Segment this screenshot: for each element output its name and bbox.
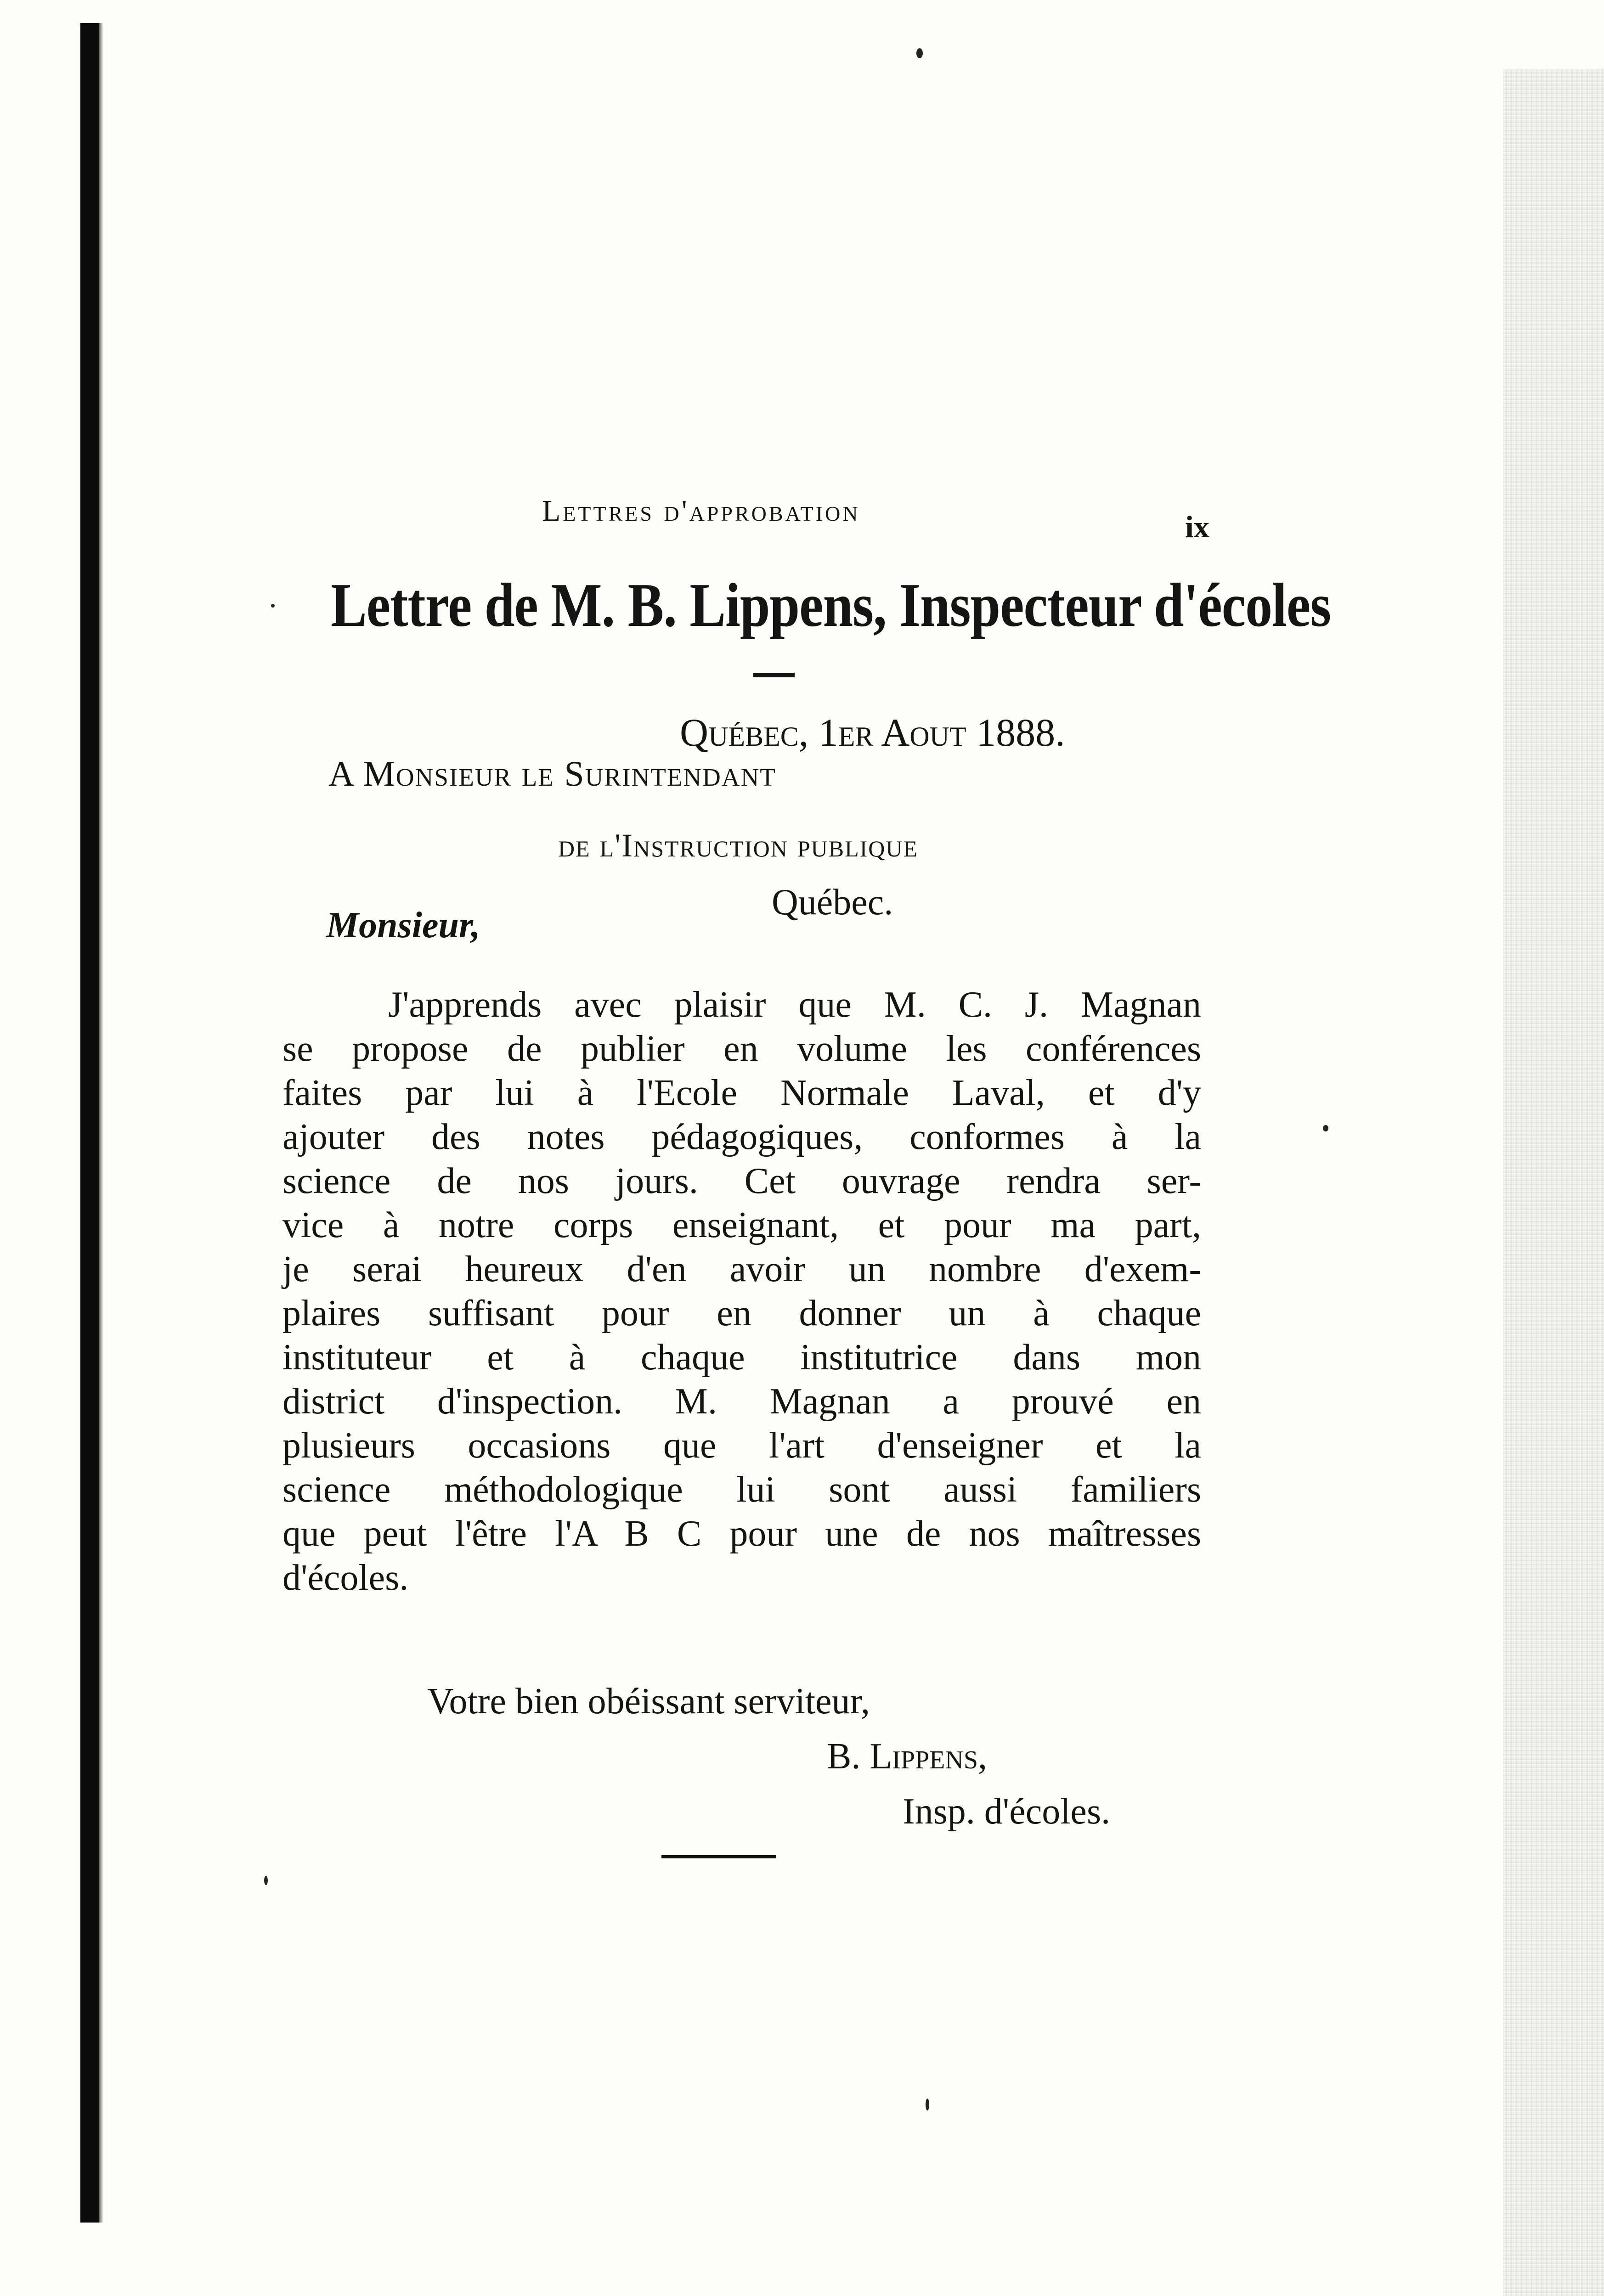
body-line: district d'inspection. M. Magnan a prouvé en (282, 1381, 1201, 1422)
signature: B. Lippens, (827, 1736, 987, 1777)
body-line: je serai heureux d'en avoir un nombre d'exem- (282, 1249, 1201, 1289)
body-line: science méthodologique lui sont aussi familiers (282, 1469, 1201, 1510)
body-line: se propose de publier en volume les conférences (282, 1029, 1201, 1069)
addressee-line-2: de l'Instruction publique (558, 827, 919, 864)
scan-edge-noise (1503, 69, 1604, 2296)
body-line: que peut l'être l'A B C pour une de nos maîtresses (282, 1514, 1201, 1554)
body-line: d'écoles. (282, 1558, 409, 1598)
body-line: plusieurs occasions que l'art d'enseigner et la (282, 1425, 1201, 1466)
signature-title: Insp. d'écoles. (903, 1791, 1111, 1832)
addressee-line-1: A Monsieur le Surintendant (328, 754, 776, 793)
title-rule (753, 673, 795, 677)
body-line: science de nos jours. Cet ouvrage rendra ser- (282, 1161, 1201, 1201)
page-number: ix (1185, 509, 1209, 544)
scan-speck (264, 1876, 268, 1885)
end-rule (661, 1855, 776, 1858)
binding-shadow (99, 23, 103, 2223)
scan-speck (926, 2099, 929, 2110)
body-line: instituteur et à chaque institutrice dans mon (282, 1337, 1201, 1378)
scan-speck (916, 48, 923, 58)
addressee-line-3: Québec. (772, 882, 893, 923)
letter-title: Lettre de M. B. Lippens, Inspecteur d'écoles (331, 570, 1331, 640)
salutation: Monsieur, (326, 905, 480, 945)
body-line: vice à notre corps enseignant, et pour ma part, (282, 1205, 1201, 1245)
closing: Votre bien obéissant serviteur, (427, 1681, 870, 1722)
body-line: ajouter des notes pédagogiques, conformes à la (282, 1117, 1201, 1157)
scan-speck (1323, 1125, 1328, 1131)
binding-edge (80, 23, 99, 2223)
body-line: J'apprends avec plaisir que M. C. J. Magnan (388, 985, 1201, 1025)
body-line: faites par lui à l'Ecole Normale Laval, et d'y (282, 1073, 1201, 1113)
running-head: Lettres d'approbation (542, 494, 860, 528)
body-line: plaires suffisant pour en donner un à chaque (282, 1293, 1201, 1334)
scan-speck (271, 604, 275, 608)
letter-body (282, 983, 1201, 1600)
dateline: Québec, 1er Aout 1888. (680, 710, 1065, 754)
